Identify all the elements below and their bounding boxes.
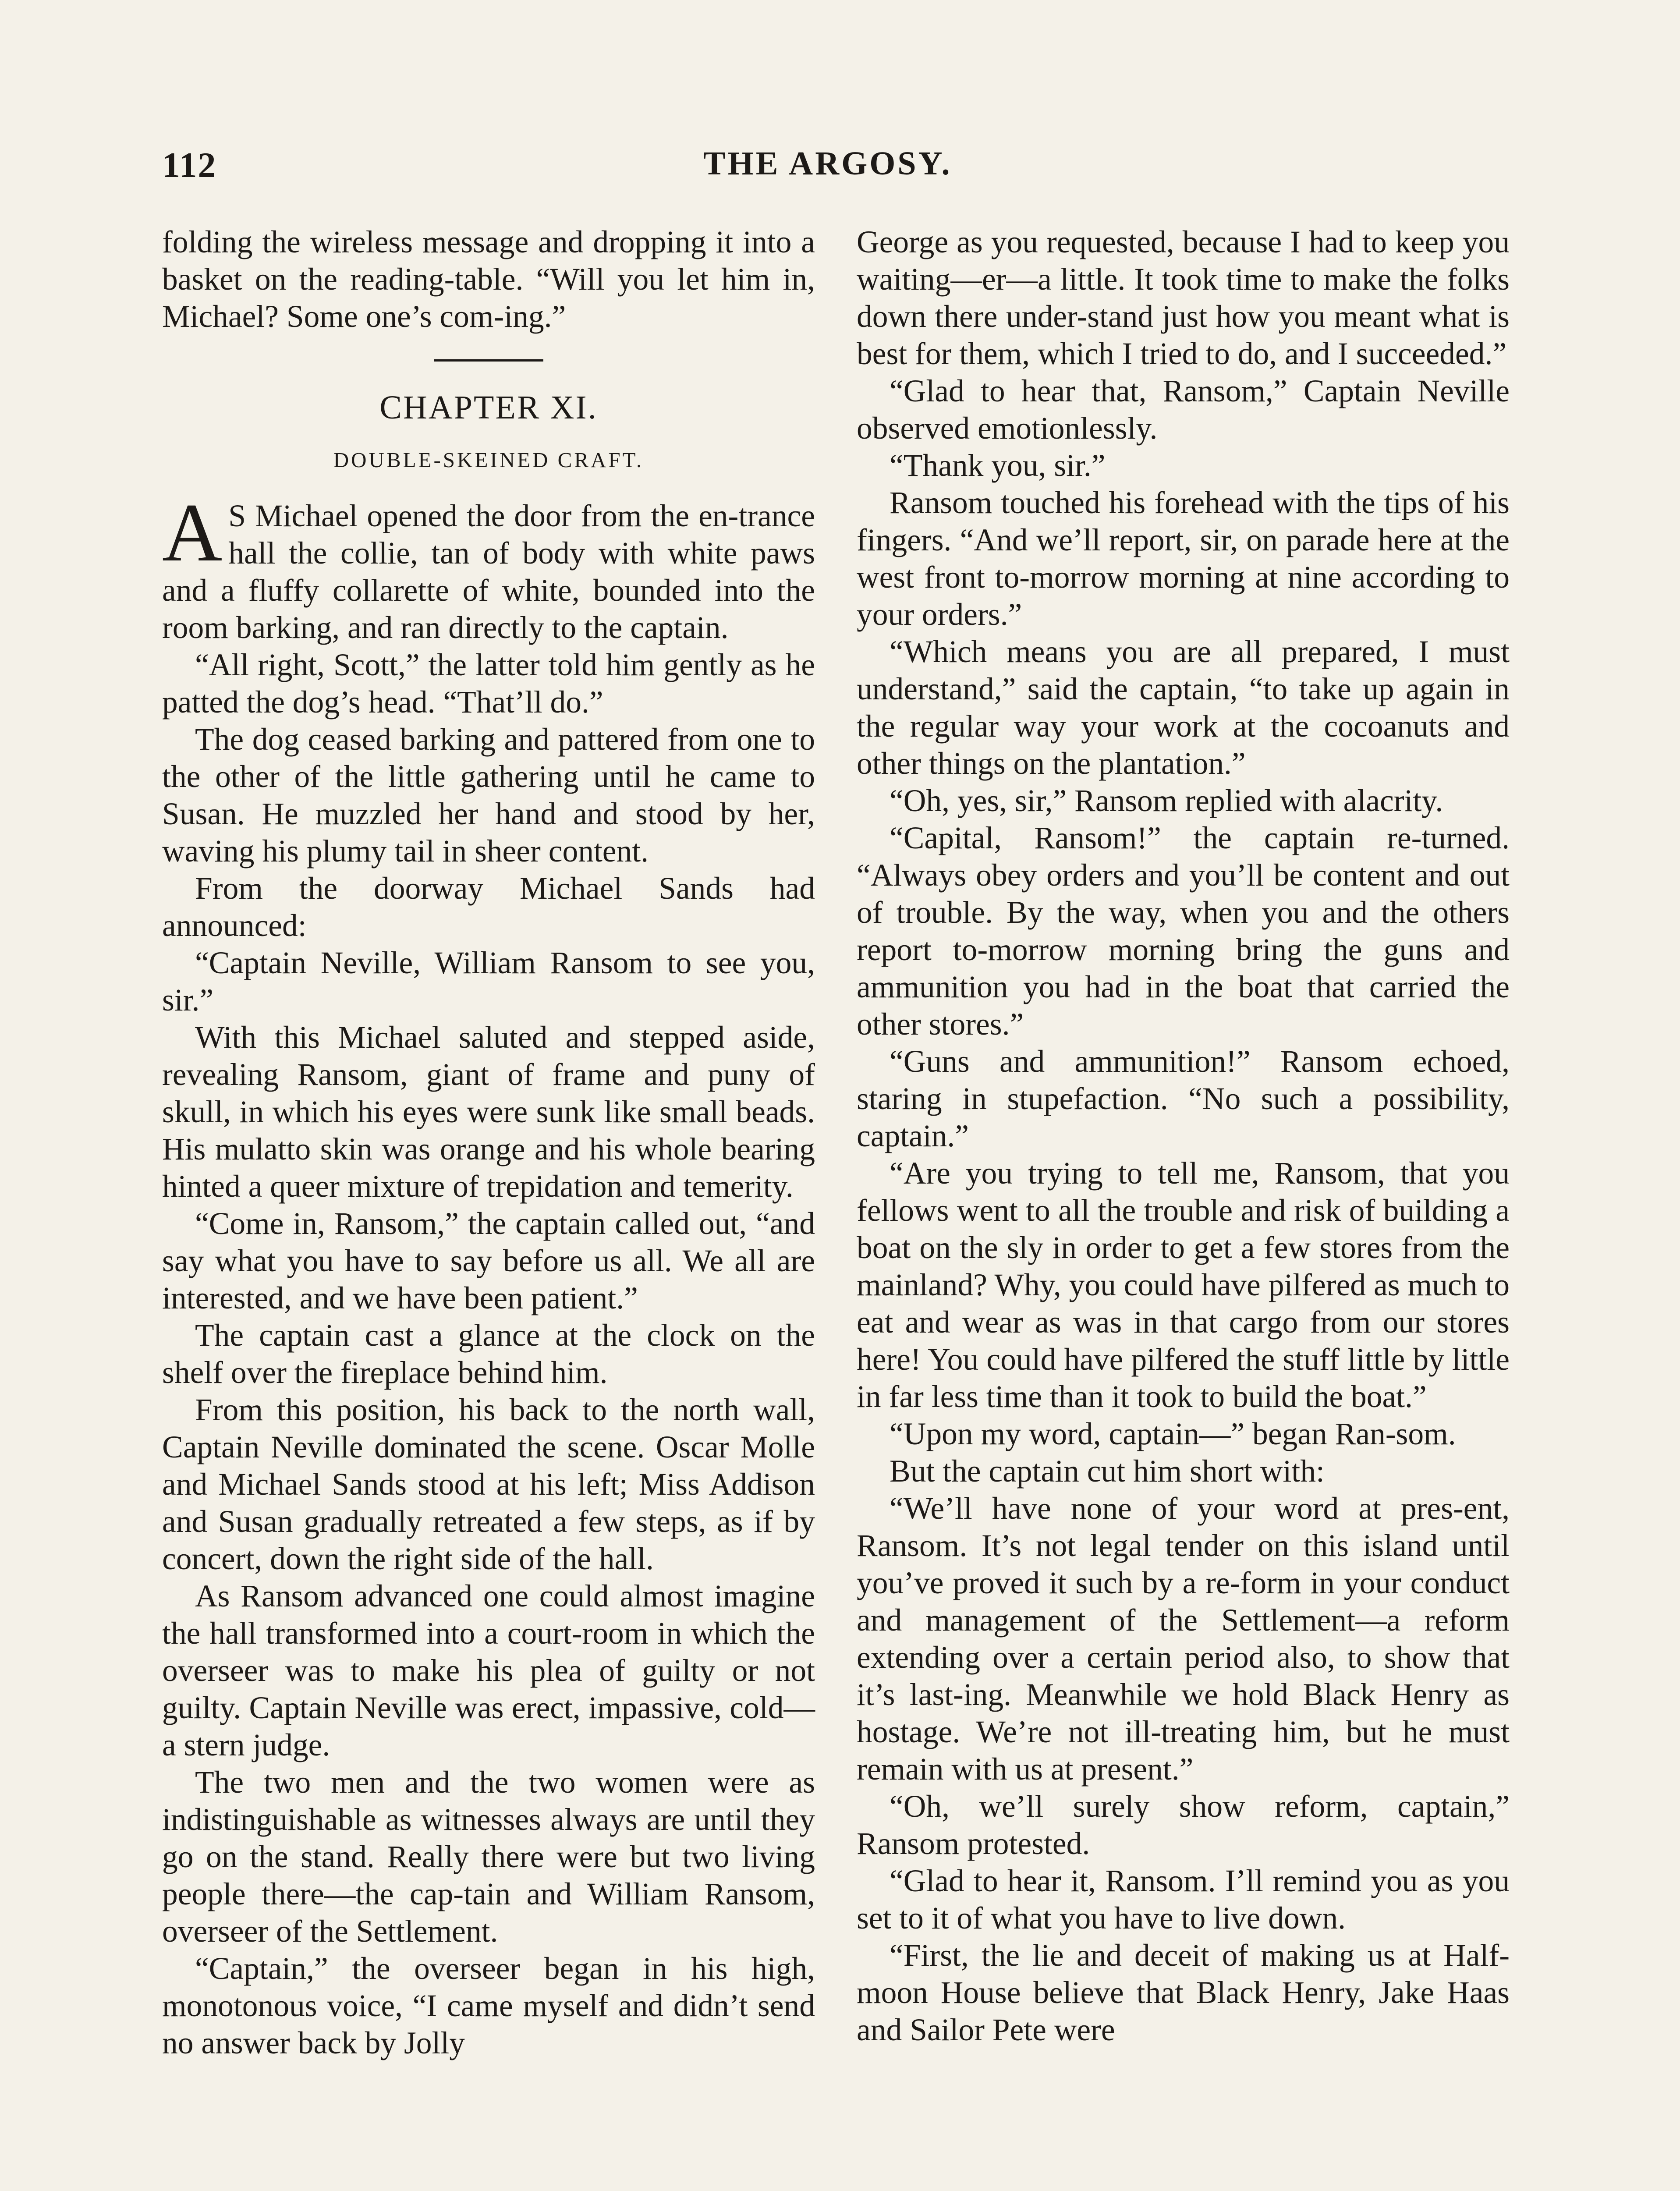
paragraph: As Ransom advanced one could almost imagine the hall transformed into a court-room in which the overseer was to make his plea of guilty or not guilty. Captain Neville was erect, impassive, cold—a stern judge. — [162, 1579, 815, 1762]
paragraph: The dog ceased barking and pattered from one to the other of the little gathering until he came to Susan. He muzzled her hand and stood by her, waving his plumy tail in sheer content. — [162, 722, 815, 869]
paragraph: “Come in, Ransom,” the captain called out, “and say what you have to say before us all. We all are interested, and we have been patient.” — [162, 1206, 815, 1315]
paragraph: “Guns and ammunition!” Ransom echoed, staring in stupefaction. “No such a possibility, captain.” — [857, 1044, 1510, 1153]
paragraph: folding the wireless message and dropping it into a basket on the reading-table. “Will you let him in, Michael? Some one’s com-ing.” — [162, 225, 815, 334]
page-header — [162, 145, 1521, 197]
page-number: 112 — [162, 145, 217, 185]
drop-cap: A — [162, 487, 223, 579]
paragraph: With this Michael saluted and stepped aside, revealing Ransom, giant of frame and puny of skull, in which his eyes were sunk like small beads. His mulatto skin was orange and his whole bearing hinted a queer mixture of trepidation and temerity. — [162, 1020, 815, 1204]
paragraph: “Captain,” the overseer began in his high, monotonous voice, “I came myself and didn’t send no answer back by Jolly — [162, 1951, 815, 2060]
paragraph: “Capital, Ransom!” the captain re-turned. “Always obey orders and you’ll be content and out of trouble. By the way, when you and the others report to-morrow morning bring the guns and ammunition you had in the boat that carried the other stores.” — [857, 821, 1510, 1042]
paragraph: “Glad to hear that, Ransom,” Captain Neville observed emotionlessly. — [857, 374, 1510, 446]
paragraph: “We’ll have none of your word at pres-ent, Ransom. It’s not legal tender on this island until you’ve proved it such by a re-form in your conduct and management of the Settlement—a reform extending over a certain period also, to show that it’s last-ing. Meanwhile we hold Black Henry as hostage. We’re not ill-treating him, but he must remain with us at present.” — [857, 1491, 1510, 1787]
paragraph: “First, the lie and deceit of making us at Half-moon House believe that Black Henry, Jake Haas and Sailor Pete were — [857, 1938, 1510, 2047]
paragraph: “Glad to hear it, Ransom. I’ll remind you as you set to it of what you have to live down. — [857, 1864, 1510, 1936]
paragraph: “Which means you are all prepared, I must understand,” said the captain, “to take up again in the regular way your work at the cocoanuts and other things on the plantation.” — [857, 635, 1510, 781]
chapter-title: CHAPTER XI. — [379, 389, 598, 426]
paragraph: From the doorway Michael Sands had announced: — [162, 871, 815, 943]
paragraph: “Upon my word, captain—” began Ran-som. — [890, 1417, 1456, 1451]
paragraph: “Thank you, sir.” — [890, 448, 1106, 483]
paragraph: “Oh, we’ll surely show reform, captain,” Ransom protested. — [857, 1789, 1510, 1861]
left-column — [162, 223, 815, 2062]
paragraph: But the captain cut him short with: — [890, 1454, 1325, 1489]
section-divider — [434, 359, 543, 362]
running-head: THE ARGOSY. — [703, 145, 952, 182]
paragraph: “Oh, yes, sir,” Ransom replied with alacrity. — [890, 784, 1443, 818]
paragraph: “Captain Neville, William Ransom to see you, sir.” — [162, 946, 815, 1018]
paragraph: George as you requested, because I had to keep you waiting—er—a little. It took time to make the folks down there under-stand just how you meant what is best for them, which I tried to do, and I succeeded.” — [857, 225, 1510, 371]
paragraph: The captain cast a glance at the clock on the shelf over the fireplace behind him. — [162, 1318, 815, 1390]
paragraph-with-dropcap — [162, 487, 815, 646]
chapter-subtitle: DOUBLE-SKEINED CRAFT. — [333, 448, 644, 472]
paragraph: “All right, Scott,” the latter told him gently as he patted the dog’s head. “That’ll do.” — [162, 648, 815, 720]
paragraph-text: S Michael opened the door from the en-trance hall the collie, tan of body with white paws and a fluffy collarette of white, bounded into the room barking, and ran directly to the captain. — [162, 499, 815, 645]
paragraph: From this position, his back to the north wall, Captain Neville dominated the scene. Oscar Molle and Michael Sands stood at his left; Miss Addison and Susan gradually retreated a few steps, as if by concert, down the right side of the hall. — [162, 1393, 815, 1576]
paragraph: The two men and the two women were as indistinguishable as witnesses always are until they go on the stand. Really there were but two living people there—the cap-tain and William Ransom, overseer of the Settlement. — [162, 1765, 815, 1949]
paragraph: “Are you trying to tell me, Ransom, that you fellows went to all the trouble and risk of building a boat on the sly in order to get a few stores from the mainland? Why, you could have pilfered as much to eat and wear as was in that cargo from our stores here! You could have pilfered the stuff little by little in far less time than it took to build the boat.” — [857, 1156, 1510, 1414]
paragraph: Ransom touched his forehead with the tips of his fingers. “And we’ll report, sir, on parade here at the west front to-morrow morning at nine according to your orders.” — [857, 486, 1510, 632]
right-column — [857, 223, 1510, 2049]
